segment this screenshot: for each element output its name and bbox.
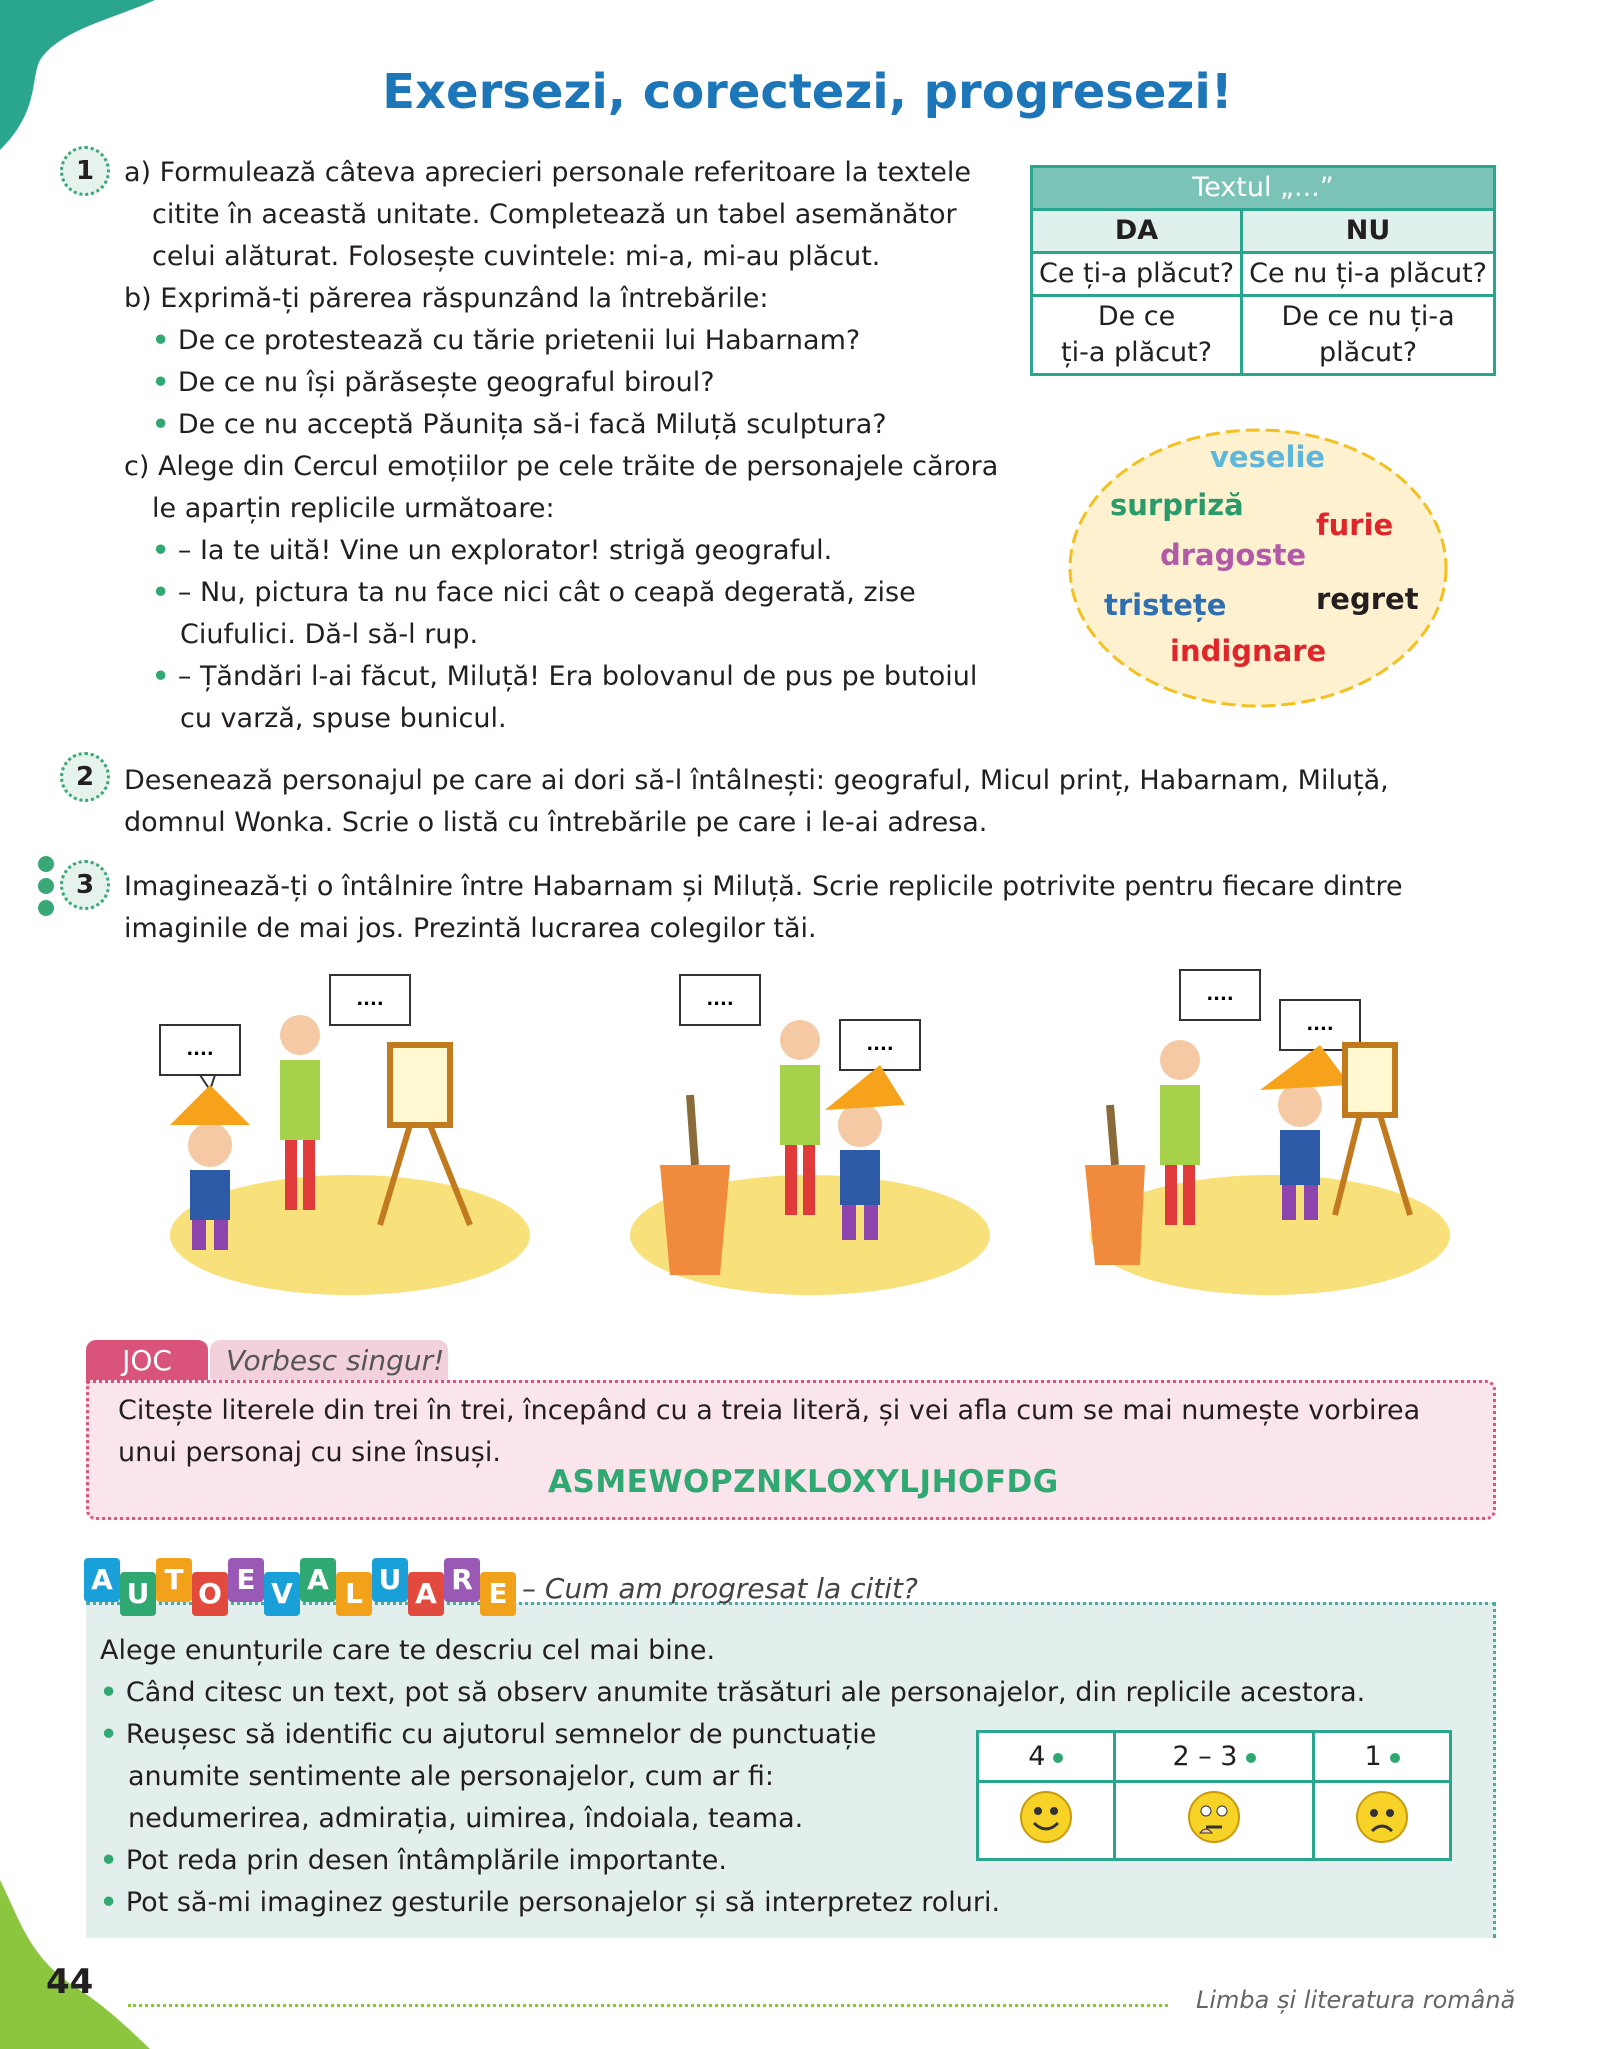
exercise-number-1: 1 bbox=[60, 146, 110, 196]
ex1-c-item: • – Nu, pictura ta nu face nici cât o ceapă degerată, zise bbox=[152, 577, 916, 608]
cell-liked: Ce ți-a plăcut? bbox=[1032, 253, 1242, 296]
ex1-c-line: le aparțin replicile următoare: bbox=[152, 493, 555, 524]
heading-letter-tile: A bbox=[84, 1558, 120, 1602]
heading-letter-tile: O bbox=[192, 1572, 228, 1616]
heading-letter-tile: U bbox=[120, 1572, 156, 1616]
exercise-1-text bbox=[124, 152, 1000, 740]
self-eval-item: • Reușesc să identific cu ajutorul semnelor de punctuație bbox=[100, 1719, 877, 1750]
scale-2-3: 2 – 3 bbox=[1114, 1732, 1313, 1782]
ex2-line: Desenează personajul pe care ai dori să-l întâlnești: geograful, Micul prinț, Habarnam, Miluță, bbox=[124, 765, 1389, 796]
emotion-word: regret bbox=[1316, 582, 1419, 616]
illustration-scene-1 bbox=[150, 965, 530, 1305]
self-eval-item: • Când citesc un text, pot să observ anumite trăsături ale personajelor, din replicile acestora. bbox=[100, 1677, 1366, 1708]
ex1-b-intro: b) Exprimă-ți părerea răspunzând la întrebările: bbox=[124, 283, 769, 314]
opinion-table bbox=[1030, 165, 1496, 376]
speech-bubble-text: .... bbox=[356, 989, 384, 1010]
emotion-word: dragoste bbox=[1160, 538, 1307, 572]
heading-letter-tile: R bbox=[444, 1558, 480, 1602]
ex2-line: domnul Wonka. Scrie o listă cu întrebările pe care i le-ai adresa. bbox=[124, 807, 988, 838]
col-nu: NU bbox=[1242, 210, 1495, 253]
heading-letter-tile: E bbox=[480, 1572, 516, 1616]
difficulty-dots bbox=[38, 856, 56, 922]
game-tab-label: JOC bbox=[86, 1340, 208, 1382]
ex1-a-line: citite în această unitate. Completează un tabel asemănător bbox=[152, 199, 957, 230]
heading-letter-tile: E bbox=[228, 1558, 264, 1602]
game-text bbox=[118, 1390, 1478, 1474]
ex1-c-item-cont: Ciufulici. Dă-l să-l rup. bbox=[180, 619, 479, 650]
ex1-b-item: • De ce nu acceptă Păunița să-i facă Miluță sculptura? bbox=[152, 409, 887, 440]
speech-bubble-text: .... bbox=[1206, 984, 1234, 1005]
footer-divider bbox=[128, 2004, 1168, 2007]
self-evaluation-scale bbox=[976, 1730, 1452, 1861]
speech-bubble-text: .... bbox=[706, 989, 734, 1010]
speech-bubble-text: .... bbox=[1306, 1014, 1334, 1035]
exercise-3-text bbox=[124, 866, 1496, 950]
self-eval-item: • Pot să-mi imaginez gesturile personajelor și să interpretez roluri. bbox=[100, 1887, 1001, 1918]
ex1-c-item: • – Țăndări l-ai făcut, Miluță! Era bolovanul de pus pe butoiul bbox=[152, 661, 978, 692]
happy-face-icon bbox=[978, 1782, 1115, 1860]
page-title: Exersezi, corectezi, progresezi! bbox=[382, 64, 1233, 120]
illustration-scene-2 bbox=[620, 965, 1000, 1305]
page-number: 44 bbox=[46, 1962, 94, 2002]
ex1-a-line: celui alăturat. Folosește cuvintele: mi-a, mi-au plăcut. bbox=[152, 241, 881, 272]
ex1-b-item: • De ce protestează cu tărie prietenii lui Habarnam? bbox=[152, 325, 861, 356]
heading-letter-tile: A bbox=[408, 1572, 444, 1616]
ex3-line: Imaginează-ți o întâlnire între Habarnam și Miluță. Scrie replicile potrivite pentru fiecare dintre bbox=[124, 871, 1403, 902]
exercise-2-text bbox=[124, 760, 1496, 844]
self-eval-item-cont: nedumerirea, admirația, uimirea, îndoiala, teama. bbox=[128, 1803, 804, 1834]
self-evaluation-subtitle: – Cum am progresat la citit? bbox=[522, 1572, 918, 1605]
emotion-word: surpriză bbox=[1110, 488, 1244, 522]
emotion-word: veselie bbox=[1210, 440, 1326, 474]
heading-letter-tile: T bbox=[156, 1558, 192, 1602]
thinking-face-icon bbox=[1114, 1782, 1313, 1860]
col-da: DA bbox=[1032, 210, 1242, 253]
heading-letter-tile: V bbox=[264, 1572, 300, 1616]
heading-letter-tile: L bbox=[336, 1572, 372, 1616]
scale-4: 4 bbox=[978, 1732, 1115, 1782]
heading-letter-tile: A bbox=[300, 1558, 336, 1602]
game-line: Citește literele din trei în trei, începând cu a treia literă, și vei afla cum se mai numește vorbirea bbox=[118, 1395, 1421, 1426]
illustration-scene-3 bbox=[1080, 965, 1460, 1305]
footer-subject: Limba și literatura română bbox=[1196, 1986, 1516, 2014]
ex1-c-item-cont: cu varză, spuse bunicul. bbox=[180, 703, 507, 734]
emotion-word: tristețe bbox=[1104, 588, 1227, 622]
emotion-word: indignare bbox=[1170, 634, 1327, 668]
self-eval-item-cont: anumite sentimente ale personajelor, cum ar fi: bbox=[128, 1761, 774, 1792]
cell-why-liked: De ce ți-a plăcut? bbox=[1032, 296, 1242, 375]
ex1-b-item: • De ce nu își părăsește geograful biroul? bbox=[152, 367, 715, 398]
game-code: ASMEWOPZNKLOXYLJHOFDG bbox=[548, 1464, 1059, 1500]
ex1-a-line: a) Formulează câteva aprecieri personale referitoare la textele bbox=[124, 157, 972, 188]
emotion-circle bbox=[1060, 418, 1456, 718]
heading-letter-tile: U bbox=[372, 1558, 408, 1602]
cell-why-disliked: De ce nu ți-a plăcut? bbox=[1242, 296, 1495, 375]
scale-1: 1 bbox=[1314, 1732, 1451, 1782]
ex1-c-item: • – Ia te uită! Vine un explorator! strigă geograful. bbox=[152, 535, 833, 566]
ex1-c-line: c) Alege din Cercul emoțiilor pe cele trăite de personajele cărora bbox=[124, 451, 999, 482]
opinion-table-header: Textul „...” bbox=[1032, 167, 1495, 210]
game-tab-title: Vorbesc singur! bbox=[210, 1340, 448, 1382]
cell-disliked: Ce nu ți-a plăcut? bbox=[1242, 253, 1495, 296]
exercise-number-3: 3 bbox=[60, 860, 110, 910]
sad-face-icon bbox=[1314, 1782, 1451, 1860]
self-eval-item: • Pot reda prin desen întâmplările importante. bbox=[100, 1845, 727, 1876]
speech-bubble-text: .... bbox=[186, 1039, 214, 1060]
ex3-line: imaginile de mai jos. Prezintă lucrarea colegilor tăi. bbox=[124, 913, 817, 944]
emotion-word: furie bbox=[1316, 508, 1394, 542]
speech-bubble-text: .... bbox=[866, 1034, 894, 1055]
self-eval-intro: Alege enunțurile care te descriu cel mai bine. bbox=[100, 1635, 716, 1666]
game-line: unui personaj cu sine însuși. bbox=[118, 1437, 501, 1468]
exercise-number-2: 2 bbox=[60, 752, 110, 802]
